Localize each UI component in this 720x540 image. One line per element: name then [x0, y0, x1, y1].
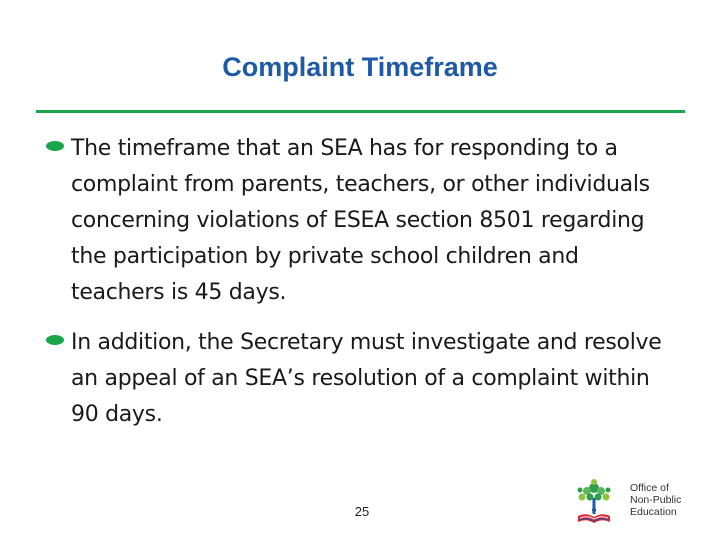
logo-text [630, 482, 681, 518]
logo-line: Education [630, 506, 677, 518]
logo-line: Office of [630, 482, 669, 494]
bullet-item [46, 325, 718, 433]
tree-icon [568, 478, 628, 528]
page-number: 25 [354, 504, 370, 519]
bullet-text: In addition, the Secretary must investigate and resolve an appeal of an SEA’s resolution of a complaint within 90 days. [71, 330, 662, 427]
bullet-text: The timeframe that an SEA has for responding to a complaint from parents, teachers, or other individuals concerning violations of ESEA section 8501 regarding the participation by private school children and teachers is 45 days. [71, 136, 650, 305]
slide-title: Complaint Timeframe [222, 52, 498, 82]
bullet-icon [46, 141, 64, 151]
bullet-item [46, 131, 718, 311]
bullet-icon [46, 335, 64, 345]
onpe-logo [568, 478, 688, 528]
logo-line: Non-Public [630, 494, 682, 506]
title-divider [36, 110, 685, 113]
